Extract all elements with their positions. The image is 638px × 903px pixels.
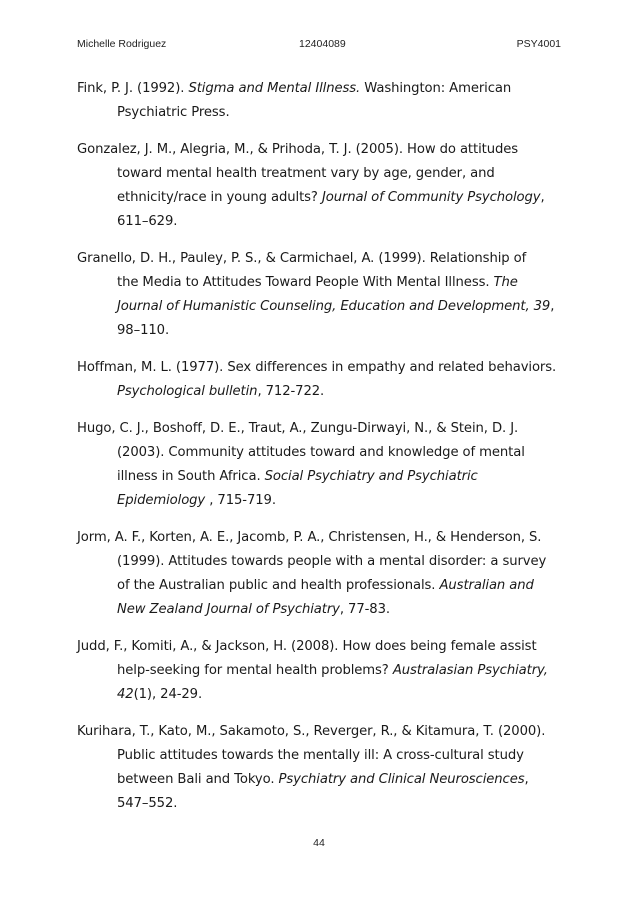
text-segment: , 715-719. <box>205 493 276 508</box>
page-header <box>77 38 561 54</box>
reference-line <box>77 417 567 441</box>
text-segment: Psychiatric Press. <box>117 105 230 120</box>
page-number: 44 <box>313 837 325 849</box>
reference-line <box>77 295 567 319</box>
reference-line <box>77 138 567 162</box>
reference-line <box>77 162 567 186</box>
text-segment: ethnicity/race in young adults? <box>117 190 322 205</box>
text-segment: Gonzalez, J. M., Alegria, M., & Prihoda, T. J. (2005). How do attitudes <box>77 142 519 157</box>
text-segment: (1), 24-29. <box>133 687 203 702</box>
reference-line <box>77 441 567 465</box>
italic-text-segment: Journal of Humanistic Counseling, Education and Development, 39 <box>117 299 551 314</box>
italic-text-segment: Social Psychiatry and Psychiatric <box>264 469 478 484</box>
reference-line <box>77 186 567 210</box>
reference-line <box>77 356 567 380</box>
reference-line <box>77 77 567 101</box>
reference-line <box>77 720 567 744</box>
reference-entry <box>77 635 567 707</box>
reference-line <box>77 526 567 550</box>
reference-entry <box>77 356 567 404</box>
text-segment: illness in South Africa. <box>117 469 265 484</box>
text-segment: , 712-722. <box>257 384 325 399</box>
reference-entry <box>77 77 567 125</box>
header-student-id: 12404089 <box>299 38 346 50</box>
italic-text-segment: New Zealand Journal of Psychiatry <box>117 602 340 617</box>
text-segment: Washington: American <box>360 81 512 96</box>
reference-line <box>77 598 567 622</box>
italic-text-segment: Psychological bulletin <box>117 384 258 399</box>
text-segment: 98–110. <box>117 323 170 338</box>
text-segment: (2003). Community attitudes toward and knowledge of mental <box>117 445 525 460</box>
text-segment: , <box>550 299 555 314</box>
text-segment: of the Australian public and health professionals. <box>117 578 440 593</box>
text-segment: toward mental health treatment vary by age, gender, and <box>117 166 495 181</box>
header-course-code: PSY4001 <box>516 38 561 50</box>
text-segment: between Bali and Tokyo. <box>117 772 279 787</box>
header-author-name: Michelle Rodriguez <box>77 38 167 50</box>
reference-line <box>77 744 567 768</box>
reference-line <box>77 574 567 598</box>
italic-text-segment: Australasian Psychiatry, <box>392 663 548 678</box>
reference-line <box>77 380 567 404</box>
text-segment: help-seeking for mental health problems? <box>117 663 393 678</box>
reference-line <box>77 683 567 707</box>
reference-line <box>77 489 567 513</box>
reference-entry <box>77 138 567 234</box>
reference-line <box>77 465 567 489</box>
text-segment: , 77-83. <box>339 602 390 617</box>
italic-text-segment: Psychiatry and Clinical Neurosciences <box>278 772 525 787</box>
text-segment: 611–629. <box>117 214 178 229</box>
reference-line <box>77 659 567 683</box>
reference-line <box>77 247 567 271</box>
italic-text-segment: Epidemiology <box>117 493 206 508</box>
text-segment: Fink, P. J. (1992). <box>77 81 189 96</box>
reference-entry <box>77 247 567 343</box>
text-segment: Judd, F., Komiti, A., & Jackson, H. (2008). How does being female assist <box>77 639 537 654</box>
italic-text-segment: 42 <box>117 687 134 702</box>
reference-line <box>77 271 567 295</box>
text-segment: Kurihara, T., Kato, M., Sakamoto, S., Reverger, R., & Kitamura, T. (2000). <box>77 724 546 739</box>
reference-line <box>77 319 567 343</box>
reference-line <box>77 550 567 574</box>
reference-line <box>77 635 567 659</box>
text-segment: , <box>524 772 529 787</box>
reference-line <box>77 768 567 792</box>
reference-line <box>77 101 567 125</box>
text-segment: Jorm, A. F., Korten, A. E., Jacomb, P. A., Christensen, H., & Henderson, S. <box>77 530 542 545</box>
italic-text-segment: Journal of Community Psychology <box>321 190 541 205</box>
reference-line <box>77 210 567 234</box>
italic-text-segment: Stigma and Mental Illness. <box>188 81 361 96</box>
text-segment: Granello, D. H., Pauley, P. S., & Carmichael, A. (1999). Relationship of <box>77 251 527 266</box>
reference-list <box>77 77 567 829</box>
reference-line <box>77 792 567 816</box>
text-segment: the Media to Attitudes Toward People With Mental Illness. <box>117 275 494 290</box>
reference-entry <box>77 417 567 513</box>
italic-text-segment: The <box>493 275 518 290</box>
text-segment: (1999). Attitudes towards people with a mental disorder: a survey <box>117 554 547 569</box>
text-segment: , <box>540 190 545 205</box>
reference-entry <box>77 526 567 622</box>
text-segment: Hugo, C. J., Boshoff, D. E., Traut, A., Zungu-Dirwayi, N., & Stein, D. J. <box>77 421 519 436</box>
text-segment: Public attitudes towards the mentally ill: A cross-cultural study <box>117 748 524 763</box>
italic-text-segment: Australian and <box>439 578 534 593</box>
text-segment: 547–552. <box>117 796 178 811</box>
reference-entry <box>77 720 567 816</box>
text-segment: Hoffman, M. L. (1977). Sex differences in empathy and related behaviors. <box>77 360 557 375</box>
